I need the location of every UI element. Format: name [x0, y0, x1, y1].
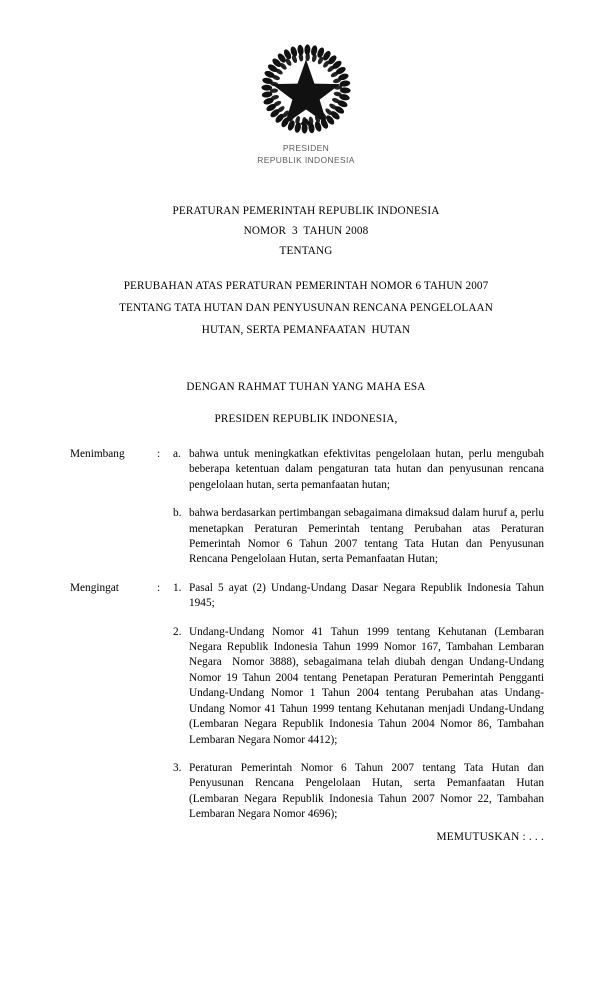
title-spacer: [56, 261, 556, 275]
item-text: bahwa berdasarkan pertimbangan sebagaimana dimaksud dalam huruf a, perlu menetapkan Peraturan Pemerintah tentang Perubahan atas Peraturan Pemerintah Nomor 6 Tahun 2007 tentang Tata Hutan dan Penyusunan Rencana Pengelolaan Hutan, serta Pemanfaatan Hutan;: [189, 507, 547, 566]
garuda-star-wreath-emblem: [258, 44, 354, 136]
item-text: bahwa untuk meningkatkan efektivitas pengelolaan hutan, perlu mengubah beberapa ketentuan dalam pengaturan tata hutan dan penyusunan rencana pengelolaan hutan, serta pemanfaatan hutan;: [189, 448, 547, 491]
invocation-line: DENGAN RAHMAT TUHAN YANG MAHA ESA: [186, 381, 426, 393]
document-body: [70, 447, 547, 823]
clause-items-mengingat: [173, 581, 547, 823]
clause-label-mengingat: Mengingat: [70, 581, 119, 594]
title-tentang: TENTANG: [279, 245, 333, 257]
list-item: [173, 447, 547, 493]
clause-menimbang: [70, 447, 547, 568]
clause-colon-menimbang: :: [157, 448, 161, 460]
clause-mengingat: [70, 581, 547, 823]
list-item: [173, 506, 547, 568]
emblem-caption: [0, 143, 612, 166]
item-marker: b.: [173, 507, 182, 520]
continuation-note: MEMUTUSKAN : . . .: [436, 831, 544, 843]
regulation-title-block: [56, 201, 556, 341]
item-text: Pasal 5 ayat (2) Undang-Undang Dasar Negara Republik Indonesia Tahun 1945;: [189, 581, 547, 610]
item-marker: a.: [173, 448, 181, 460]
title-number: NOMOR 3 TAHUN 2008: [243, 225, 369, 237]
item-marker: 2.: [173, 625, 182, 638]
item-marker: 3.: [173, 761, 182, 774]
emblem-caption-line2: REPUBLIK INDONESIA: [257, 154, 355, 165]
emblem-caption-line1: PRESIDEN: [282, 143, 330, 153]
list-item: [173, 761, 547, 823]
emblem-block: [0, 44, 612, 166]
item-marker: 1.: [173, 581, 182, 594]
clause-label-menimbang: Menimbang: [70, 448, 125, 460]
title-subject-line-2: TENTANG TATA HUTAN DAN PENYUSUNAN RENCANA PENGELOLAAN: [119, 302, 493, 314]
clause-colon-mengingat: :: [157, 581, 161, 594]
title-subject-line-1: PERUBAHAN ATAS PERATURAN PEMERINTAH NOMOR 6 TAHUN 2007: [123, 280, 489, 292]
item-text: Undang-Undang Nomor 41 Tahun 1999 tentang Kehutanan (Lembaran Negara Republik Indonesia Tahun 1999 Nomor 167, Tambahan Lembaran Negara Nomor 3888), sebagaimana telah diubah dengan Undang-Undang Nomor 19 Tahun 2004 tentang Penetapan Peraturan Pemerintah Pengganti Undang-Undang Nomor 1 Tahun 2004 tentang Perubahan atas Undang-Undang Nomor 41 Tahun 1999 tentang Kehutanan menjadi Undang-Undang (Lembaran Negara Republik Indonesia Tahun 2004 Nomor 86, Tambahan Lembaran Negara Nomor 4412);: [189, 625, 547, 746]
title-line-1: PERATURAN PEMERINTAH REPUBLIK INDONESIA: [172, 205, 440, 217]
list-item: [173, 581, 547, 612]
clause-items-menimbang: [173, 447, 547, 568]
item-text: Peraturan Pemerintah Nomor 6 Tahun 2007 tentang Tata Hutan dan Penyusunan Rencana Pengelolaan Hutan, serta Pemanfaatan Hutan (Lembaran Negara Republik Indonesia Tahun 2007 Nomor 22, Tambahan Lembaran Negara Nomor 4696);: [189, 761, 547, 821]
issuer-line: PRESIDEN REPUBLIK INDONESIA,: [214, 413, 398, 425]
title-subject-line-3: HUTAN, SERTA PEMANFAATAN HUTAN: [201, 324, 411, 336]
list-item: [173, 625, 547, 748]
